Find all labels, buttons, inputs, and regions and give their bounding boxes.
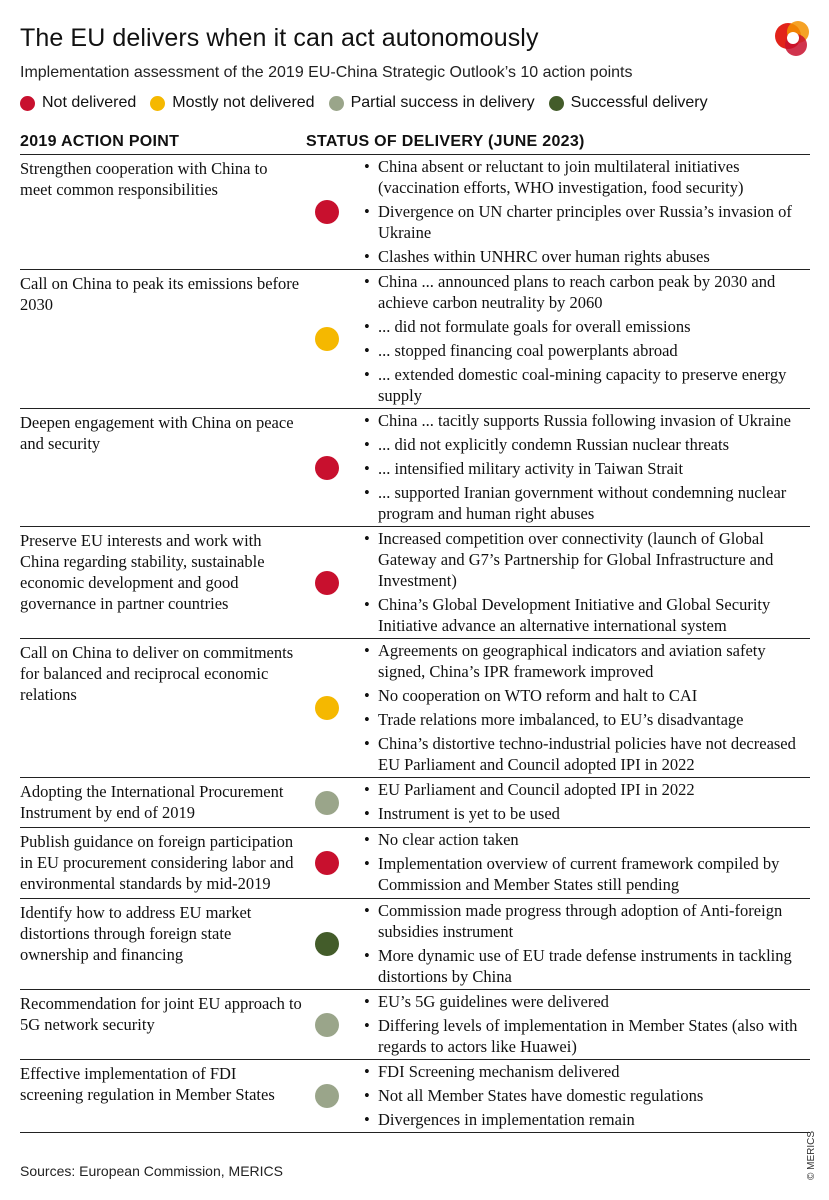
status-cell	[302, 409, 364, 526]
status-bullet: • ... stopped financing coal powerplants abroad	[364, 340, 810, 361]
status-bullet: • China ... tacitly supports Russia following invasion of Ukraine	[364, 410, 810, 431]
header-action-point: 2019 ACTION POINT	[20, 133, 180, 150]
status-bullet: • No cooperation on WTO reform and halt to CAI	[364, 685, 810, 706]
status-bullet: • ... did not formulate goals for overall emissions	[364, 316, 810, 337]
status-bullet: • Instrument is yet to be used	[364, 803, 810, 824]
status-cell	[302, 639, 364, 777]
table-row	[20, 990, 810, 1060]
page-subtitle: Implementation assessment of the 2019 EU-China Strategic Outlook’s 10 action points	[20, 64, 633, 81]
status-bullet: • Differing levels of implementation in Member States (also with regards to actors like Huawei)	[364, 1015, 810, 1057]
legend-item	[549, 94, 708, 112]
status-bullet: • Divergence on UN charter principles over Russia’s invasion of Ukraine	[364, 201, 810, 243]
legend-dot-icon	[329, 96, 344, 111]
status-bullet: • ... intensified military activity in Taiwan Strait	[364, 458, 810, 479]
status-cell	[302, 899, 364, 989]
status-bullets	[364, 155, 810, 269]
status-bullet: • More dynamic use of EU trade defense instruments in tackling distortions by China	[364, 945, 810, 987]
status-bullet: • Increased competition over connectivity (launch of Global Gateway and G7’s Partnership for Global Infrastructure and Investment)	[364, 528, 810, 591]
action-point-text: Call on China to peak its emissions before 2030	[20, 274, 300, 314]
legend-dot-icon	[549, 96, 564, 111]
status-cell	[302, 828, 364, 898]
action-point-text: Strengthen cooperation with China to meet common responsibilities	[20, 159, 268, 199]
status-bullet: • EU’s 5G guidelines were delivered	[364, 991, 810, 1012]
legend-item	[329, 94, 535, 112]
status-bullet: • China’s distortive techno-industrial policies have not decreased EU Parliament and Council adopted IPI in 2022	[364, 733, 810, 775]
status-dot-icon	[315, 791, 339, 815]
status-bullet: • China ... announced plans to reach carbon peak by 2030 and achieve carbon neutrality by 2060	[364, 271, 810, 313]
status-bullets	[364, 778, 810, 827]
status-dot-icon	[315, 1013, 339, 1037]
action-point-text: Deepen engagement with China on peace and security	[20, 413, 294, 453]
status-bullet: • Implementation overview of current framework compiled by Commission and Member States still pending	[364, 853, 810, 895]
assessment-table	[20, 154, 810, 1133]
legend-label: Successful delivery	[570, 94, 708, 111]
status-bullets	[364, 899, 810, 989]
status-bullet: • Not all Member States have domestic regulations	[364, 1085, 810, 1106]
status-dot-icon	[315, 932, 339, 956]
action-point-text: Call on China to deliver on commitments for balanced and reciprocal economic relations	[20, 643, 294, 704]
legend-dot-icon	[20, 96, 35, 111]
legend-label: Mostly not delivered	[172, 94, 315, 111]
table-row	[20, 527, 810, 639]
status-bullet: • Trade relations more imbalanced, to EU’s disadvantage	[364, 709, 810, 730]
status-dot-icon	[315, 696, 339, 720]
page-title: The EU delivers when it can act autonomously	[20, 24, 539, 52]
table-row	[20, 899, 810, 990]
action-point-text: Publish guidance on foreign participation in EU procurement considering labor and environmental standards by mid-2019	[20, 832, 294, 893]
legend-item	[150, 94, 314, 112]
legend-item	[20, 94, 136, 112]
table-row	[20, 828, 810, 899]
status-bullet: • FDI Screening mechanism delivered	[364, 1061, 810, 1082]
sources-note: Sources: European Commission, MERICS	[20, 1163, 283, 1179]
status-dot-icon	[315, 851, 339, 875]
status-dot-icon	[315, 456, 339, 480]
status-dot-icon	[315, 571, 339, 595]
status-bullet: • Clashes within UNHRC over human rights abuses	[364, 246, 810, 267]
status-bullets	[364, 527, 810, 638]
status-bullet: • ... supported Iranian government without condemning nuclear program and human right abuses	[364, 482, 810, 524]
status-bullets	[364, 828, 810, 898]
status-bullet: • No clear action taken	[364, 829, 810, 850]
status-dot-icon	[315, 200, 339, 224]
status-cell	[302, 778, 364, 827]
legend	[20, 94, 722, 112]
status-bullets	[364, 990, 810, 1059]
status-bullet: • Agreements on geographical indicators and aviation safety signed, China’s IPR framework improved	[364, 640, 810, 682]
status-cell	[302, 155, 364, 269]
header-status: STATUS OF DELIVERY (JUNE 2023)	[306, 133, 585, 150]
table-row	[20, 778, 810, 828]
legend-dot-icon	[150, 96, 165, 111]
status-bullet: • Commission made progress through adoption of Anti-foreign subsidies instrument	[364, 900, 810, 942]
action-point-text: Recommendation for joint EU approach to 5G network security	[20, 994, 302, 1034]
status-cell	[302, 527, 364, 638]
status-bullets	[364, 409, 810, 526]
table-row	[20, 270, 810, 409]
status-cell	[302, 990, 364, 1059]
table-row	[20, 409, 810, 527]
status-bullets	[364, 639, 810, 777]
status-bullet: • ... did not explicitly condemn Russian nuclear threats	[364, 434, 810, 455]
status-cell	[302, 1060, 364, 1132]
table-row	[20, 1060, 810, 1133]
action-point-text: Adopting the International Procurement Instrument by end of 2019	[20, 782, 284, 822]
status-bullet: • EU Parliament and Council adopted IPI in 2022	[364, 779, 810, 800]
status-bullets	[364, 270, 810, 408]
status-bullets	[364, 1060, 810, 1132]
status-bullet: • ... extended domestic coal-mining capacity to preserve energy supply	[364, 364, 810, 406]
action-point-text: Preserve EU interests and work with China regarding stability, sustainable economic development and good governance in partner countries	[20, 531, 265, 613]
legend-label: Not delivered	[42, 94, 137, 111]
status-bullet: • China absent or reluctant to join multilateral initiatives (vaccination efforts, WHO investigation, food security)	[364, 156, 810, 198]
table-row	[20, 155, 810, 270]
action-point-text: Identify how to address EU market distortions through foreign state ownership and financing	[20, 903, 252, 964]
merics-logo-icon	[768, 14, 816, 62]
status-dot-icon	[315, 1084, 339, 1108]
status-bullet: • Divergences in implementation remain	[364, 1109, 810, 1130]
legend-label: Partial success in delivery	[350, 94, 535, 111]
copyright-note: © MERICS	[806, 1130, 817, 1180]
status-bullet: • China’s Global Development Initiative and Global Security Initiative advance an alternative international system	[364, 594, 810, 636]
table-row	[20, 639, 810, 778]
status-cell	[302, 270, 364, 408]
action-point-text: Effective implementation of FDI screening regulation in Member States	[20, 1064, 275, 1104]
status-dot-icon	[315, 327, 339, 351]
